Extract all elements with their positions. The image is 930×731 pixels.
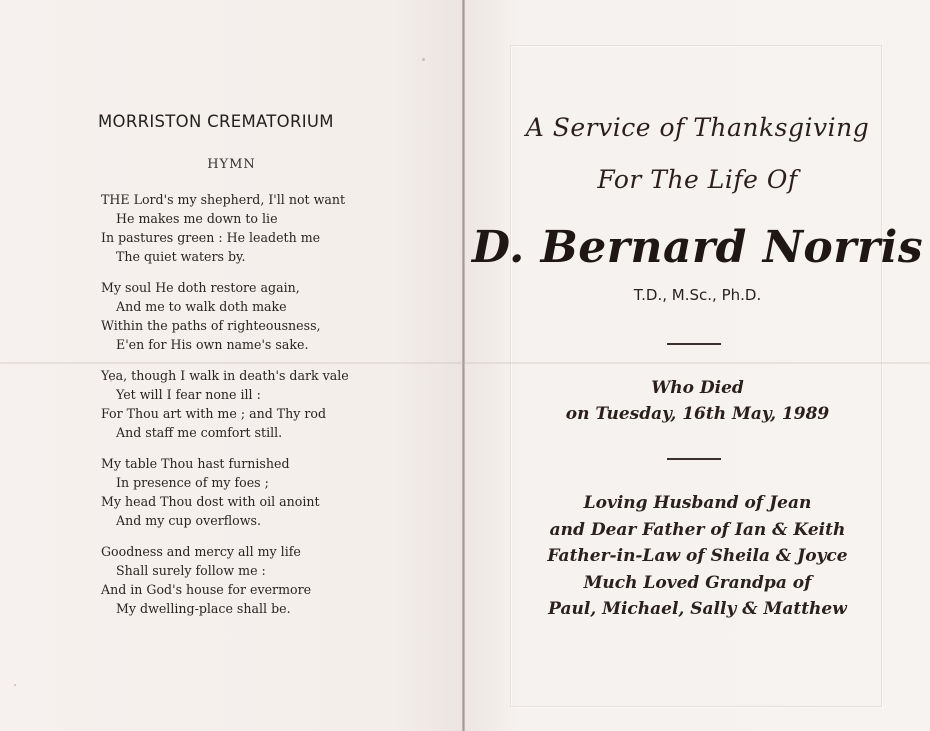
verse-line: Within the paths of righteousness, (101, 318, 321, 333)
service-subtitle: For The Life Of (597, 165, 798, 194)
tribute-line: Paul, Michael, Sally & Matthew (548, 599, 847, 619)
paper-speck (422, 58, 425, 61)
verse-line: Shall surely follow me : (116, 563, 266, 578)
service-title: A Service of Thanksgiving (525, 113, 870, 142)
verse-line: Goodness and mercy all my life (101, 544, 301, 559)
verse-line: THE Lord's my shepherd, I'll not want (101, 192, 346, 207)
verse-4 (101, 454, 401, 530)
qualifications: T.D., M.Sc., Ph.D. (633, 286, 762, 304)
verse-line: In presence of my foes ; (116, 475, 269, 490)
verse-2 (101, 278, 401, 354)
paper-speck (14, 684, 16, 686)
died-label: Who Died (651, 378, 744, 398)
verse-line: And staff me comfort still. (116, 425, 283, 440)
tribute-line: Loving Husband of Jean (583, 493, 812, 513)
divider-rule (667, 458, 721, 460)
verse-line: The quiet waters by. (116, 249, 246, 264)
deceased-name: D. Bernard Norris (471, 222, 924, 273)
verse-line: My soul He doth restore again, (101, 280, 300, 295)
verse-line: Yea, though I walk in death's dark vale (101, 368, 349, 383)
verse-line: For Thou art with me ; and Thy rod (101, 406, 327, 421)
verse-line: And in God's house for evermore (101, 582, 312, 597)
verse-line: My head Thou dost with oil anoint (101, 494, 320, 509)
verse-1 (101, 190, 401, 266)
verse-line: And my cup overflows. (116, 513, 261, 528)
died-date: on Tuesday, 16th May, 1989 (565, 404, 830, 424)
divider-rule (667, 343, 721, 345)
verse-line: My table Thou hast furnished (101, 456, 290, 471)
verse-5 (101, 542, 401, 618)
crematorium-heading: MORRISTON CREMATORIUM (98, 112, 334, 131)
verse-line: Yet will I fear none ill : (116, 387, 261, 402)
hymn-verses (101, 190, 401, 630)
tribute-line: and Dear Father of Ian & Keith (549, 519, 846, 540)
tribute-line: Much Loved Grandpa of (583, 572, 812, 593)
verse-line: E'en for His own name's sake. (116, 337, 309, 352)
verse-3 (101, 366, 401, 442)
hymn-heading: HYMN (207, 157, 256, 172)
tribute-line: Father-in-Law of Sheila & Joyce (547, 546, 848, 566)
verse-line: He makes me down to lie (116, 211, 278, 226)
family-tributes (465, 490, 930, 623)
verse-line: My dwelling-place shall be. (116, 601, 291, 616)
verse-line: In pastures green : He leadeth me (101, 230, 321, 245)
verse-line: And me to walk doth make (116, 299, 287, 314)
